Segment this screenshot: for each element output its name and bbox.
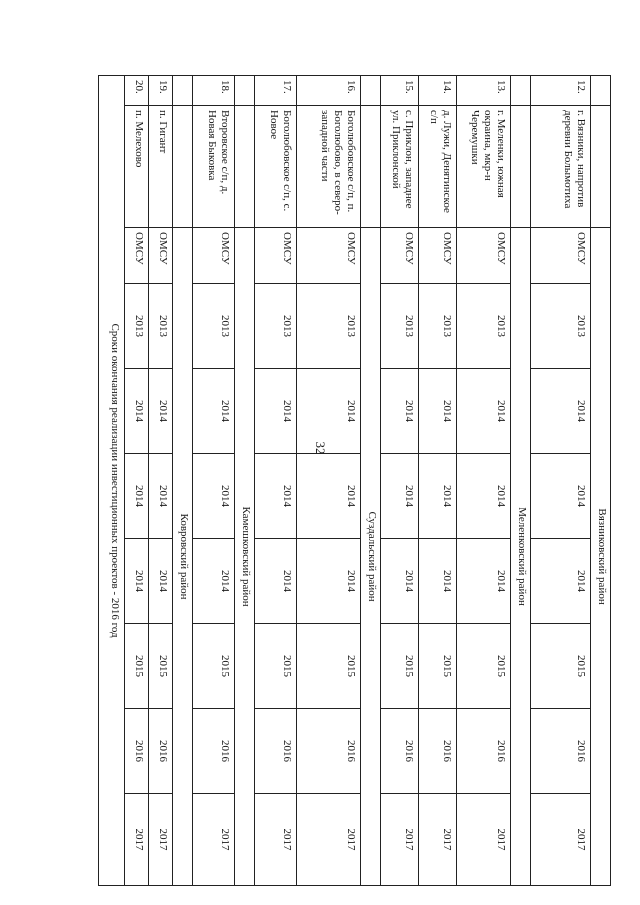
row-number: 17. bbox=[255, 76, 297, 106]
row-year: 2014 bbox=[255, 539, 297, 624]
row-year: 2015 bbox=[419, 624, 457, 709]
table-row bbox=[297, 76, 361, 886]
row-year: 2014 bbox=[255, 369, 297, 454]
row-year: 2014 bbox=[419, 369, 457, 454]
row-place: г. Вязники, напротив деревни Болымотиха bbox=[531, 106, 591, 228]
row-year: 2014 bbox=[419, 539, 457, 624]
table-row bbox=[419, 76, 457, 886]
row-year: 2014 bbox=[193, 369, 235, 454]
row-year: 2015 bbox=[297, 624, 361, 709]
page-number: 32 bbox=[313, 441, 328, 455]
row-place: п. Мелехово bbox=[125, 106, 149, 228]
district-name: Камешковский район bbox=[235, 228, 255, 886]
row-org: ОМСУ bbox=[381, 228, 419, 284]
row-number: 13. bbox=[457, 76, 511, 106]
row-year: 2016 bbox=[457, 709, 511, 794]
row-year: 2014 bbox=[531, 369, 591, 454]
row-place: д. Лужи, Денятинское с/п bbox=[419, 106, 457, 228]
table-row bbox=[193, 76, 235, 886]
row-year: 2015 bbox=[531, 624, 591, 709]
row-year: 2014 bbox=[193, 454, 235, 539]
row-year: 2016 bbox=[125, 709, 149, 794]
row-place: п. Гигант bbox=[149, 106, 173, 228]
row-year: 2013 bbox=[381, 284, 419, 369]
district-row bbox=[591, 76, 611, 886]
row-place: Боголюбовское с/п, с. Новое bbox=[255, 106, 297, 228]
row-year: 2013 bbox=[531, 284, 591, 369]
row-year: 2014 bbox=[149, 369, 173, 454]
row-place: с. Приклон, западнее ул. Приклонской bbox=[381, 106, 419, 228]
row-number: 18. bbox=[193, 76, 235, 106]
row-year: 2017 bbox=[457, 794, 511, 886]
row-org: ОМСУ bbox=[125, 228, 149, 284]
row-year: 2015 bbox=[457, 624, 511, 709]
row-year: 2016 bbox=[149, 709, 173, 794]
row-year: 2017 bbox=[531, 794, 591, 886]
row-year: 2016 bbox=[419, 709, 457, 794]
table-row bbox=[149, 76, 173, 886]
row-year: 2014 bbox=[419, 454, 457, 539]
footer-text: Сроки окончания реализации инвестиционных проектов - 2016 год bbox=[99, 76, 125, 886]
row-year: 2014 bbox=[531, 539, 591, 624]
row-year: 2017 bbox=[297, 794, 361, 886]
row-year: 2014 bbox=[149, 539, 173, 624]
row-org: ОМСУ bbox=[457, 228, 511, 284]
row-number: 12. bbox=[531, 76, 591, 106]
district-row bbox=[361, 76, 381, 886]
row-year: 2016 bbox=[531, 709, 591, 794]
table-row bbox=[125, 76, 149, 886]
row-year: 2017 bbox=[419, 794, 457, 886]
row-year: 2015 bbox=[381, 624, 419, 709]
row-org: ОМСУ bbox=[193, 228, 235, 284]
table-row bbox=[457, 76, 511, 886]
row-year: 2013 bbox=[457, 284, 511, 369]
row-number: 14. bbox=[419, 76, 457, 106]
row-org: ОМСУ bbox=[149, 228, 173, 284]
row-year: 2013 bbox=[193, 284, 235, 369]
row-year: 2014 bbox=[149, 454, 173, 539]
row-year: 2016 bbox=[381, 709, 419, 794]
row-year: 2013 bbox=[297, 284, 361, 369]
row-year: 2017 bbox=[149, 794, 173, 886]
row-year: 2017 bbox=[255, 794, 297, 886]
row-year: 2014 bbox=[457, 369, 511, 454]
row-year: 2017 bbox=[193, 794, 235, 886]
district-name: Суздальский район bbox=[361, 228, 381, 886]
row-year: 2014 bbox=[457, 539, 511, 624]
row-year: 2014 bbox=[381, 539, 419, 624]
row-year: 2016 bbox=[297, 709, 361, 794]
row-org: ОМСУ bbox=[531, 228, 591, 284]
row-year: 2015 bbox=[193, 624, 235, 709]
row-org: ОМСУ bbox=[297, 228, 361, 284]
row-year: 2016 bbox=[193, 709, 235, 794]
row-year: 2013 bbox=[255, 284, 297, 369]
rotated-table-container bbox=[109, 75, 611, 885]
row-year: 2015 bbox=[255, 624, 297, 709]
footer-row bbox=[99, 76, 125, 886]
table-row bbox=[381, 76, 419, 886]
table-row bbox=[255, 76, 297, 886]
row-number: 16. bbox=[297, 76, 361, 106]
table-row bbox=[531, 76, 591, 886]
row-number: 20. bbox=[125, 76, 149, 106]
row-year: 2015 bbox=[125, 624, 149, 709]
district-name: Вязниковский район bbox=[591, 228, 611, 886]
row-year: 2014 bbox=[125, 369, 149, 454]
district-row bbox=[235, 76, 255, 886]
row-place: Второвское с/п, д. Новая Быковка bbox=[193, 106, 235, 228]
row-year: 2014 bbox=[381, 454, 419, 539]
district-row bbox=[173, 76, 193, 886]
row-year: 2017 bbox=[125, 794, 149, 886]
row-year: 2016 bbox=[255, 709, 297, 794]
row-year: 2014 bbox=[297, 454, 361, 539]
row-year: 2014 bbox=[125, 539, 149, 624]
row-year: 2013 bbox=[125, 284, 149, 369]
row-year: 2013 bbox=[149, 284, 173, 369]
row-year: 2014 bbox=[297, 539, 361, 624]
row-org: ОМСУ bbox=[419, 228, 457, 284]
investment-projects-table bbox=[98, 75, 611, 886]
row-year: 2015 bbox=[149, 624, 173, 709]
district-row bbox=[511, 76, 531, 886]
row-place: Боголюбовское с/п, п. Боголюбово, в северо-западной части bbox=[297, 106, 361, 228]
row-year: 2014 bbox=[381, 369, 419, 454]
row-year: 2017 bbox=[381, 794, 419, 886]
row-year: 2013 bbox=[419, 284, 457, 369]
row-org: ОМСУ bbox=[255, 228, 297, 284]
row-year: 2014 bbox=[255, 454, 297, 539]
row-year: 2014 bbox=[457, 454, 511, 539]
row-year: 2014 bbox=[531, 454, 591, 539]
district-name: Ковровский район bbox=[173, 228, 193, 886]
row-place: г. Меленки, южная окраина, мкр-н Черемушки bbox=[457, 106, 511, 228]
row-year: 2014 bbox=[193, 539, 235, 624]
row-year: 2014 bbox=[125, 454, 149, 539]
row-number: 19. bbox=[149, 76, 173, 106]
row-year: 2014 bbox=[297, 369, 361, 454]
district-name: Меленковский район bbox=[511, 228, 531, 886]
row-number: 15. bbox=[381, 76, 419, 106]
